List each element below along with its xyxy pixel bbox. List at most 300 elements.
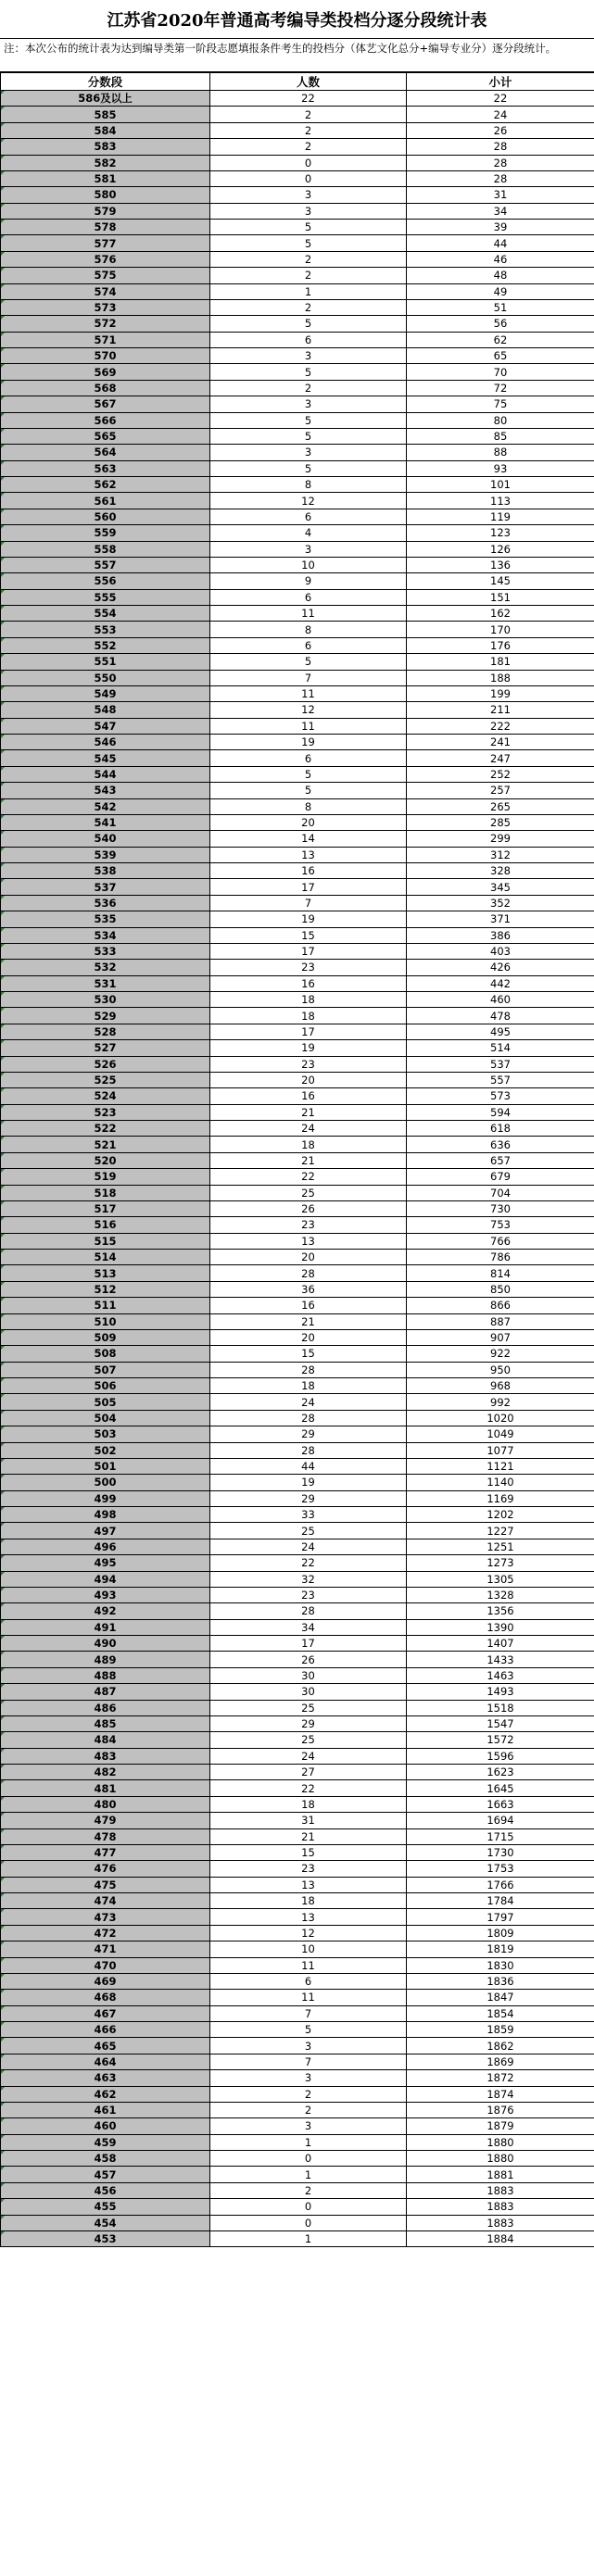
count-cell: 18 — [210, 1378, 407, 1394]
score-cell: 507 — [1, 1362, 210, 1377]
count-cell: 23 — [210, 1587, 407, 1602]
score-cell: 569 — [1, 364, 210, 380]
cumulative-cell: 113 — [407, 493, 594, 509]
table-row — [1, 557, 594, 572]
score-cell: 470 — [1, 1957, 210, 1973]
count-cell: 22 — [210, 1169, 407, 1185]
table-row — [1, 685, 594, 701]
table-row — [1, 1973, 594, 1989]
score-cell: 498 — [1, 1507, 210, 1523]
table-row — [1, 493, 594, 509]
score-cell: 584 — [1, 122, 210, 138]
score-cell: 580 — [1, 187, 210, 203]
count-cell: 8 — [210, 798, 407, 814]
cumulative-cell: 34 — [407, 203, 594, 219]
cumulative-cell: 1623 — [407, 1765, 594, 1780]
table-row — [1, 895, 594, 911]
count-cell: 24 — [210, 1539, 407, 1554]
header-score-range: 分数段 — [1, 73, 210, 91]
score-cell: 528 — [1, 1024, 210, 1039]
table-row — [1, 1362, 594, 1377]
table-row — [1, 750, 594, 766]
score-cell: 486 — [1, 1700, 210, 1715]
cumulative-cell: 1881 — [407, 2167, 594, 2182]
cumulative-cell: 151 — [407, 589, 594, 605]
cumulative-cell: 514 — [407, 1040, 594, 1056]
count-cell: 6 — [210, 637, 407, 653]
count-cell: 3 — [210, 396, 407, 412]
table-row — [1, 1169, 594, 1185]
count-cell: 13 — [210, 1233, 407, 1249]
cumulative-cell: 31 — [407, 187, 594, 203]
table-row — [1, 1200, 594, 1216]
count-cell: 3 — [210, 203, 407, 219]
cumulative-cell: 1766 — [407, 1877, 594, 1892]
count-cell: 5 — [210, 460, 407, 476]
table-row — [1, 1571, 594, 1587]
score-cell: 509 — [1, 1329, 210, 1345]
count-cell: 3 — [210, 541, 407, 557]
cumulative-cell: 1493 — [407, 1684, 594, 1700]
table-row — [1, 1104, 594, 1120]
count-cell: 2 — [210, 139, 407, 155]
cumulative-cell: 126 — [407, 541, 594, 557]
count-cell: 22 — [210, 1555, 407, 1571]
cumulative-cell: 65 — [407, 348, 594, 364]
count-cell: 14 — [210, 831, 407, 847]
table-row — [1, 2118, 594, 2134]
score-cell: 471 — [1, 1941, 210, 1957]
cumulative-cell: 101 — [407, 477, 594, 493]
score-cell: 523 — [1, 1104, 210, 1120]
count-cell: 21 — [210, 1313, 407, 1329]
score-cell: 560 — [1, 509, 210, 524]
table-row — [1, 654, 594, 670]
table-row — [1, 396, 594, 412]
cumulative-cell: 1305 — [407, 1571, 594, 1587]
score-cell: 576 — [1, 251, 210, 267]
table-row — [1, 316, 594, 332]
score-cell: 524 — [1, 1088, 210, 1104]
score-cell: 543 — [1, 783, 210, 798]
count-cell: 3 — [210, 2038, 407, 2054]
count-cell: 26 — [210, 1200, 407, 1216]
score-cell: 462 — [1, 2086, 210, 2102]
count-cell: 27 — [210, 1765, 407, 1780]
count-cell: 5 — [210, 235, 407, 251]
score-cell: 457 — [1, 2167, 210, 2182]
count-cell: 31 — [210, 1813, 407, 1828]
table-row — [1, 1813, 594, 1828]
score-cell: 551 — [1, 654, 210, 670]
score-cell: 492 — [1, 1603, 210, 1619]
cumulative-cell: 460 — [407, 992, 594, 1008]
count-cell: 24 — [210, 1121, 407, 1137]
score-cell: 586及以上 — [1, 91, 210, 107]
table-row — [1, 1765, 594, 1780]
cumulative-cell: 730 — [407, 1200, 594, 1216]
score-cell: 563 — [1, 460, 210, 476]
cumulative-cell: 403 — [407, 943, 594, 959]
count-cell: 2 — [210, 380, 407, 396]
count-cell: 5 — [210, 364, 407, 380]
score-cell: 548 — [1, 702, 210, 718]
score-cell: 565 — [1, 428, 210, 444]
score-cell: 474 — [1, 1893, 210, 1909]
cumulative-cell: 1077 — [407, 1442, 594, 1458]
count-cell: 11 — [210, 1957, 407, 1973]
table-row — [1, 1732, 594, 1748]
count-cell: 6 — [210, 750, 407, 766]
score-cell: 490 — [1, 1636, 210, 1652]
score-cell: 550 — [1, 670, 210, 685]
count-cell: 1 — [210, 2167, 407, 2182]
count-cell: 11 — [210, 606, 407, 622]
count-cell: 29 — [210, 1715, 407, 1731]
cumulative-cell: 1049 — [407, 1426, 594, 1442]
score-cell: 481 — [1, 1780, 210, 1796]
table-row — [1, 2022, 594, 2038]
score-cell: 508 — [1, 1346, 210, 1362]
score-cell: 574 — [1, 283, 210, 299]
count-cell: 7 — [210, 895, 407, 911]
table-row — [1, 1555, 594, 1571]
cumulative-cell: 123 — [407, 525, 594, 541]
count-cell: 17 — [210, 943, 407, 959]
table-row — [1, 1024, 594, 1039]
score-cell: 455 — [1, 2199, 210, 2215]
count-cell: 10 — [210, 557, 407, 572]
table-row — [1, 943, 594, 959]
cumulative-cell: 39 — [407, 220, 594, 235]
score-cell: 553 — [1, 622, 210, 637]
count-cell: 13 — [210, 1909, 407, 1925]
count-cell: 21 — [210, 1104, 407, 1120]
table-row — [1, 702, 594, 718]
count-cell: 2 — [210, 107, 407, 122]
score-cell: 552 — [1, 637, 210, 653]
score-cell: 503 — [1, 1426, 210, 1442]
score-cell: 510 — [1, 1313, 210, 1329]
table-row — [1, 1715, 594, 1731]
cumulative-cell: 72 — [407, 380, 594, 396]
table-row — [1, 1893, 594, 1909]
count-cell: 8 — [210, 622, 407, 637]
table-row — [1, 1844, 594, 1860]
table-row — [1, 798, 594, 814]
cumulative-cell: 1730 — [407, 1844, 594, 1860]
cumulative-cell: 1273 — [407, 1555, 594, 1571]
table-row — [1, 1040, 594, 1056]
score-cell: 502 — [1, 1442, 210, 1458]
score-cell: 529 — [1, 1008, 210, 1024]
cumulative-cell: 557 — [407, 1072, 594, 1087]
cumulative-cell: 1874 — [407, 2086, 594, 2102]
cumulative-cell: 1251 — [407, 1539, 594, 1554]
count-cell: 3 — [210, 187, 407, 203]
score-cell: 504 — [1, 1410, 210, 1426]
cumulative-cell: 1830 — [407, 1957, 594, 1973]
count-cell: 28 — [210, 1362, 407, 1377]
count-cell: 5 — [210, 220, 407, 235]
cumulative-cell: 1819 — [407, 1941, 594, 1957]
score-cell: 499 — [1, 1490, 210, 1506]
score-cell: 459 — [1, 2134, 210, 2150]
score-cell: 520 — [1, 1152, 210, 1168]
table-row — [1, 735, 594, 750]
table-row — [1, 1909, 594, 1925]
score-cell: 517 — [1, 1200, 210, 1216]
table-row — [1, 445, 594, 460]
cumulative-cell: 70 — [407, 364, 594, 380]
table-row — [1, 1137, 594, 1152]
cumulative-cell: 866 — [407, 1298, 594, 1313]
cumulative-cell: 1797 — [407, 1909, 594, 1925]
score-cell: 537 — [1, 879, 210, 895]
cumulative-cell: 850 — [407, 1281, 594, 1297]
cumulative-cell: 345 — [407, 879, 594, 895]
cumulative-cell: 1872 — [407, 2070, 594, 2086]
table-row — [1, 380, 594, 396]
count-cell: 2 — [210, 268, 407, 283]
count-cell: 3 — [210, 445, 407, 460]
table-row — [1, 1281, 594, 1297]
table-row — [1, 1121, 594, 1137]
cumulative-cell: 1694 — [407, 1813, 594, 1828]
score-cell: 488 — [1, 1667, 210, 1683]
count-cell: 2 — [210, 251, 407, 267]
count-cell: 2 — [210, 122, 407, 138]
cumulative-cell: 992 — [407, 1394, 594, 1410]
cumulative-cell: 56 — [407, 316, 594, 332]
table-row — [1, 1652, 594, 1667]
table-row — [1, 1152, 594, 1168]
cumulative-cell: 814 — [407, 1265, 594, 1281]
cumulative-cell: 22 — [407, 91, 594, 107]
score-cell: 463 — [1, 2070, 210, 2086]
cumulative-cell: 704 — [407, 1185, 594, 1200]
score-cell: 531 — [1, 975, 210, 991]
cumulative-cell: 968 — [407, 1378, 594, 1394]
score-cell: 582 — [1, 155, 210, 170]
score-cell: 464 — [1, 2054, 210, 2069]
score-cell: 533 — [1, 943, 210, 959]
count-cell: 3 — [210, 2118, 407, 2134]
table-row — [1, 1748, 594, 1764]
table-row — [1, 1539, 594, 1554]
count-cell: 25 — [210, 1732, 407, 1748]
score-cell: 568 — [1, 380, 210, 396]
count-cell: 22 — [210, 1780, 407, 1796]
table-row — [1, 251, 594, 267]
cumulative-cell: 26 — [407, 122, 594, 138]
cumulative-cell: 657 — [407, 1152, 594, 1168]
cumulative-cell: 328 — [407, 863, 594, 879]
table-row — [1, 428, 594, 444]
table-row — [1, 1925, 594, 1941]
score-cell: 545 — [1, 750, 210, 766]
score-cell: 556 — [1, 573, 210, 589]
cumulative-cell: 1753 — [407, 1861, 594, 1877]
score-cell: 559 — [1, 525, 210, 541]
table-row — [1, 2054, 594, 2069]
cumulative-cell: 1809 — [407, 1925, 594, 1941]
table-row — [1, 879, 594, 895]
count-cell: 2 — [210, 2086, 407, 2102]
cumulative-cell: 299 — [407, 831, 594, 847]
score-cell: 534 — [1, 927, 210, 943]
count-cell: 8 — [210, 477, 407, 493]
table-row — [1, 1265, 594, 1281]
count-cell: 6 — [210, 509, 407, 524]
score-cell: 494 — [1, 1571, 210, 1587]
table-row — [1, 332, 594, 347]
count-cell: 32 — [210, 1571, 407, 1587]
table-row — [1, 766, 594, 782]
cumulative-cell: 495 — [407, 1024, 594, 1039]
table-row — [1, 525, 594, 541]
score-cell: 456 — [1, 2182, 210, 2198]
score-cell: 453 — [1, 2230, 210, 2246]
cumulative-cell: 1202 — [407, 1507, 594, 1523]
count-cell: 6 — [210, 332, 407, 347]
cumulative-cell: 442 — [407, 975, 594, 991]
table-row — [1, 1957, 594, 1973]
table-row — [1, 589, 594, 605]
table-row — [1, 1700, 594, 1715]
cumulative-cell: 371 — [407, 911, 594, 927]
table-row — [1, 927, 594, 943]
table-row — [1, 718, 594, 734]
table-row — [1, 299, 594, 315]
score-table — [0, 72, 594, 2247]
table-row — [1, 1877, 594, 1892]
cumulative-cell: 1407 — [407, 1636, 594, 1652]
cumulative-cell: 907 — [407, 1329, 594, 1345]
count-cell: 34 — [210, 1619, 407, 1635]
cumulative-cell: 1140 — [407, 1475, 594, 1490]
count-cell: 15 — [210, 1844, 407, 1860]
count-cell: 5 — [210, 428, 407, 444]
count-cell: 28 — [210, 1265, 407, 1281]
table-row — [1, 235, 594, 251]
count-cell: 12 — [210, 1925, 407, 1941]
table-row — [1, 1378, 594, 1394]
count-cell: 16 — [210, 1298, 407, 1313]
score-cell: 546 — [1, 735, 210, 750]
cumulative-cell: 85 — [407, 428, 594, 444]
score-cell: 532 — [1, 960, 210, 975]
count-cell: 29 — [210, 1490, 407, 1506]
cumulative-cell: 48 — [407, 268, 594, 283]
score-cell: 461 — [1, 2102, 210, 2117]
document-title: 江苏省2020年普通高考编导类投档分逐分段统计表 — [0, 0, 594, 39]
table-row — [1, 91, 594, 107]
table-row — [1, 1442, 594, 1458]
table-row — [1, 1636, 594, 1652]
score-cell: 562 — [1, 477, 210, 493]
score-cell: 554 — [1, 606, 210, 622]
cumulative-cell: 786 — [407, 1250, 594, 1265]
table-row — [1, 1861, 594, 1877]
table-row — [1, 1233, 594, 1249]
count-cell: 25 — [210, 1700, 407, 1715]
count-cell: 16 — [210, 1088, 407, 1104]
score-cell: 514 — [1, 1250, 210, 1265]
cumulative-cell: 285 — [407, 814, 594, 830]
cumulative-cell: 679 — [407, 1169, 594, 1185]
count-cell: 44 — [210, 1458, 407, 1474]
count-cell: 17 — [210, 1636, 407, 1652]
cumulative-cell: 1328 — [407, 1587, 594, 1602]
cumulative-cell: 1463 — [407, 1667, 594, 1683]
score-cell: 466 — [1, 2022, 210, 2038]
table-row — [1, 2167, 594, 2182]
table-row — [1, 1587, 594, 1602]
table-row — [1, 2199, 594, 2215]
count-cell: 15 — [210, 1346, 407, 1362]
cumulative-cell: 312 — [407, 847, 594, 862]
count-cell: 24 — [210, 1748, 407, 1764]
count-cell: 20 — [210, 1329, 407, 1345]
cumulative-cell: 922 — [407, 1346, 594, 1362]
document-note: 注：本次公布的统计表为达到编导类第一阶段志愿填报条件考生的投档分（体艺文化总分+编导专业分）逐分段统计。 — [0, 39, 594, 72]
count-cell: 0 — [210, 170, 407, 186]
cumulative-cell: 950 — [407, 1362, 594, 1377]
count-cell: 28 — [210, 1442, 407, 1458]
table-row — [1, 509, 594, 524]
table-row — [1, 2134, 594, 2150]
score-cell: 519 — [1, 1169, 210, 1185]
table-row — [1, 1475, 594, 1490]
score-cell: 535 — [1, 911, 210, 927]
count-cell: 12 — [210, 493, 407, 509]
count-cell: 13 — [210, 1877, 407, 1892]
cumulative-cell: 257 — [407, 783, 594, 798]
cumulative-cell: 252 — [407, 766, 594, 782]
score-cell: 573 — [1, 299, 210, 315]
count-cell: 5 — [210, 654, 407, 670]
cumulative-cell: 222 — [407, 718, 594, 734]
score-cell: 521 — [1, 1137, 210, 1152]
cumulative-cell: 80 — [407, 412, 594, 428]
cumulative-cell: 51 — [407, 299, 594, 315]
table-row — [1, 1313, 594, 1329]
score-cell: 578 — [1, 220, 210, 235]
table-row — [1, 2086, 594, 2102]
cumulative-cell: 62 — [407, 332, 594, 347]
table-row — [1, 1490, 594, 1506]
table-row — [1, 1410, 594, 1426]
score-cell: 467 — [1, 2005, 210, 2021]
table-row — [1, 107, 594, 122]
cumulative-cell: 618 — [407, 1121, 594, 1137]
count-cell: 17 — [210, 879, 407, 895]
cumulative-cell: 1784 — [407, 1893, 594, 1909]
score-cell: 496 — [1, 1539, 210, 1554]
cumulative-cell: 75 — [407, 396, 594, 412]
cumulative-cell: 1859 — [407, 2022, 594, 2038]
score-cell: 542 — [1, 798, 210, 814]
count-cell: 5 — [210, 2022, 407, 2038]
header-cumulative: 小计 — [407, 73, 594, 91]
count-cell: 0 — [210, 2215, 407, 2230]
cumulative-cell: 247 — [407, 750, 594, 766]
score-cell: 454 — [1, 2215, 210, 2230]
score-cell: 555 — [1, 589, 210, 605]
table-row — [1, 1458, 594, 1474]
table-row — [1, 1684, 594, 1700]
